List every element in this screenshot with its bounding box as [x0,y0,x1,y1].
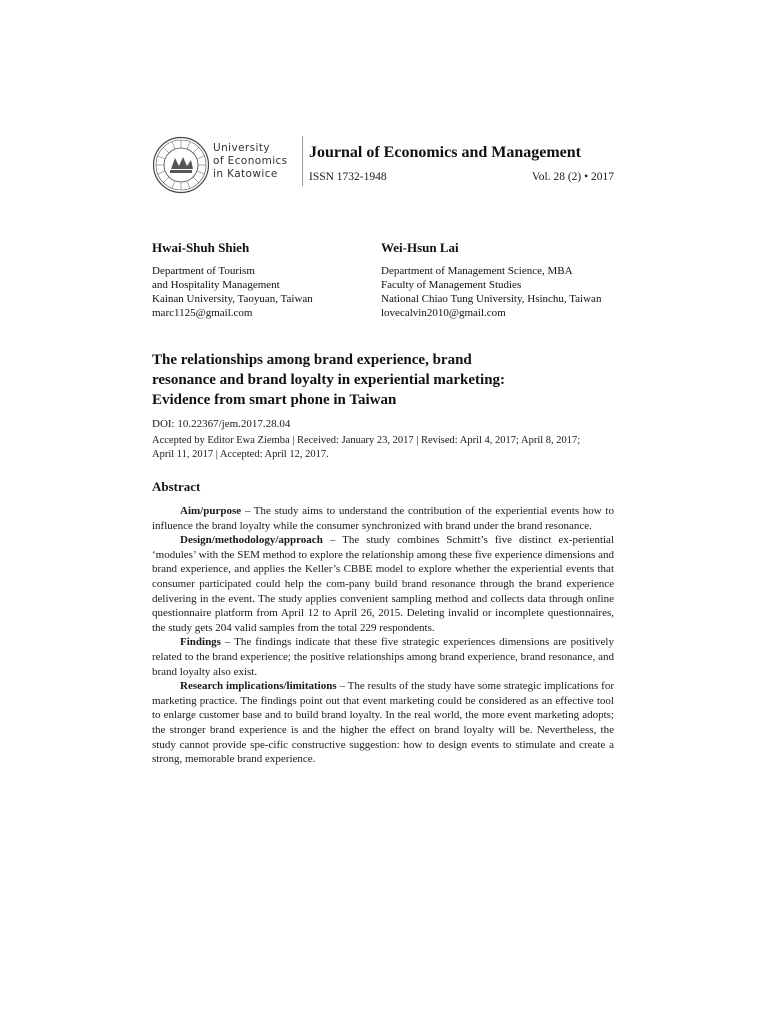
university-name-line: University [213,142,270,154]
abstract-paragraph [152,679,614,767]
editorial-history-line: Accepted by Editor Ewa Ziemba | Received: January 23, 2017 | Revised: April 4, 2017; April 8, 2017; [152,435,581,446]
author-department: and Hospitality Management [152,279,280,291]
paper-title [152,350,622,410]
abstract-heading: Abstract [152,479,201,494]
editorial-history-line: April 11, 2017 | Accepted: April 12, 2017. [152,449,329,460]
journal-title: Journal of Economics and Management [309,144,581,161]
journal-header [152,136,616,194]
abstract-section-text: – The findings indicate that these five strategic experiences dimensions are positively related to the brand experience; the positive relationships among brand experience, brand resonance, and brand loyalty also exist. [152,636,614,678]
author-email[interactable]: marc1125@gmail.com [152,307,253,319]
abstract-paragraph [152,533,614,635]
header-divider [302,136,303,186]
university-name-line: in Katowice [213,168,278,180]
volume-issue: Vol. 28 (2) • 2017 [531,171,614,183]
abstract-section-label: Design/methodology/approach [180,534,323,547]
abstract-section-label: Aim/purpose [180,505,242,517]
issn-number: ISSN 1732-1948 [309,171,387,183]
paper-title-line: resonance and brand loyalty in experiential marketing: [152,372,506,388]
author-block [381,241,601,320]
university-name [213,142,288,181]
abstract-body [152,504,614,767]
author-name: Hwai-Shuh Shieh [152,240,250,255]
author-institution: Kainan University, Taoyuan, Taiwan [152,293,313,305]
abstract-section-text: – The results of the study have some strategic implications for marketing practice. The findings point out that event marketing could be considered as an effective tool to enlarge customer base and to build brand loyalty. In the real world, the more event marketing adopts; the stronger brand experience is and the higher the effect on brand loyalty will be. Nevertheless, the study cannot provide spe-cific constructive suggestion: how to design events to stimulate and create a strong, memorable brand experience. [152,680,614,766]
author-department: Department of Tourism [152,265,255,277]
author-name: Wei-Hsun Lai [381,240,459,255]
abstract-section-label: Research implications/limitations [180,680,337,693]
abstract-paragraph [152,504,614,533]
author-faculty: Faculty of Management Studies [381,279,522,291]
university-name-line: of Economics [213,155,288,167]
author-block [152,241,313,320]
paper-title-line: Evidence from smart phone in Taiwan [152,392,397,408]
abstract-paragraph [152,635,614,679]
abstract-section-text: – The study aims to understand the contribution of the experiential events how to influence the brand loyalty while the consumer synchronized with brand under the brand resonance. [152,505,614,532]
abstract-section-text: – The study combines Schmitt’s five distinct ex-periential ‘modules’ with the SEM method to explore the relationship among these five experience dimensions and brand experience, and applies the Keller’s CBBE model to explore whether the experiential events that consumer participated could help the com-pany build brand resonance through the brand experience delivering in the event. The study applies convenient sampling method and collects data through online questionnaire platform from April 12 to April 26, 2015. Deleting invalid or incomplete questionnaires, the study gets 204 valid samples from the total 229 respondents. [152,534,614,634]
author-email[interactable]: lovecalvin2010@gmail.com [381,307,506,319]
author-institution: National Chiao Tung University, Hsinchu, Taiwan [381,293,602,305]
doi[interactable]: DOI: 10.22367/jem.2017.28.04 [152,418,291,430]
paper-title-line: The relationships among brand experience, brand [152,352,472,368]
author-department: Department of Management Science, MBA [381,265,573,277]
university-seal-icon [152,136,210,194]
abstract-section-label: Findings [180,636,221,649]
editorial-history [152,434,618,462]
